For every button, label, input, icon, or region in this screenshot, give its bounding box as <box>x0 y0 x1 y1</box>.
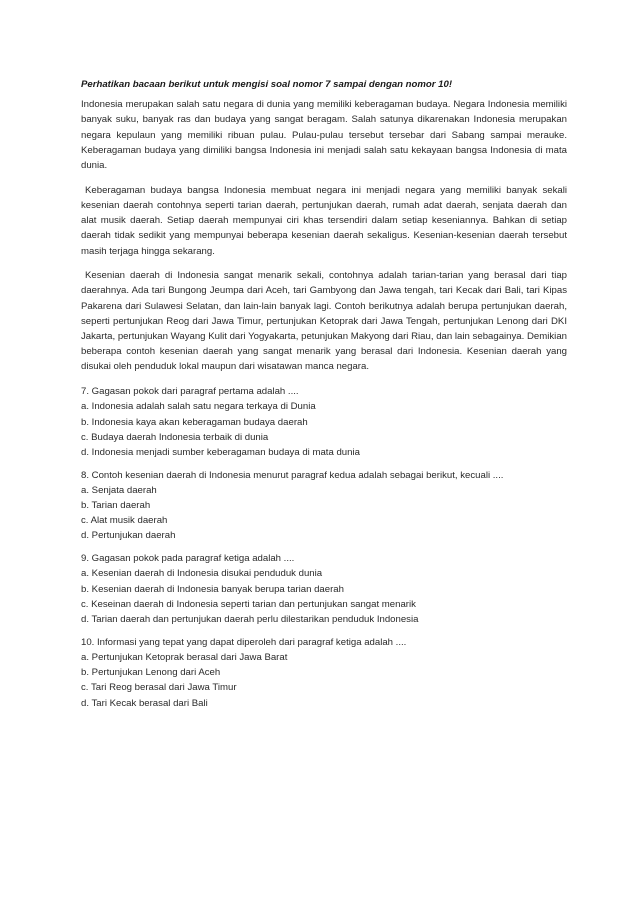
question-text: 10. Informasi yang tepat yang dapat diperoleh dari paragraf ketiga adalah .... <box>81 636 407 648</box>
question-8 <box>81 468 567 544</box>
option-d: d. Pertunjukan daerah <box>81 530 176 542</box>
option-c: c. Tari Reog berasal dari Jawa Timur <box>81 682 237 694</box>
option-c: c. Budaya daerah Indonesia terbaik di dunia <box>81 431 269 443</box>
option-b: b. Tarian daerah <box>81 500 151 512</box>
question-7 <box>81 384 567 460</box>
option-c: c. Keseinan daerah di Indonesia seperti tarian dan pertunjukan sangat menarik <box>81 598 416 610</box>
question-9 <box>81 551 567 627</box>
option-d: d. Tari Kecak berasal dari Bali <box>81 697 208 709</box>
option-c: c. Alat musik daerah <box>81 515 168 527</box>
option-b: b. Indonesia kaya akan keberagaman budaya daerah <box>81 416 308 428</box>
reading-paragraph-1: Indonesia merupakan salah satu negara di dunia yang memiliki keberagaman budaya. Negara Indonesia memiliki banyak suku, banyak ras dan budaya yang sangat beragam. Salah satunya dikarenakan Indonesia merupakan negara kepulaun yang memiliki ribuan pulau. Pulau-pulau tersebut tersebar dari Sabang sampai merauke. Keberagaman budaya yang dimiliki bangsa Indonesia ini menjadi salah satu kekayaan bangsa Indonesia di mata dunia. <box>81 99 567 172</box>
option-a: a. Pertunjukan Ketoprak berasal dari Jawa Barat <box>81 651 288 663</box>
question-text: 7. Gagasan pokok dari paragraf pertama adalah .... <box>81 386 299 398</box>
option-a: a. Kesenian daerah di Indonesia disukai penduduk dunia <box>81 568 323 580</box>
reading-paragraph-2: Keberagaman budaya bangsa Indonesia membuat negara ini menjadi negara yang memiliki banyak sekali kesenian daerah contohnya seperti tarian daerah, pertunjukan daerah, rumah adat daerah, senjata daerah dan alat musik daerah. Setiap daerah mempunyai ciri khas tersendiri dalam setiap keseniannya. Bahkan di setiap daerah tidak sedikit yang mempunyai beberapa kesenian daerah sekaligus. Kesenian-kesenian daerah tersebut masih terjaga hingga sekarang. <box>81 184 567 257</box>
question-text: 9. Gagasan pokok pada paragraf ketiga adalah .... <box>81 553 295 565</box>
option-b: b. Kesenian daerah di Indonesia banyak berupa tarian daerah <box>81 583 344 595</box>
option-a: a. Senjata daerah <box>81 484 157 496</box>
reading-paragraph-3: Kesenian daerah di Indonesia sangat menarik sekali, contohnya adalah tarian-tarian yang berasal dari tiap daerahnya. Ada tari Bungong Jeumpa dari Aceh, tari Gambyong dan Jawa tengah, tari Kecak dari Bali, tari Kipas Pakarena dari Sulawesi Selatan, dan lain-lain banyak lagi. Contoh berikutnya adalah berupa pertunjukan daerah, seperti pertunjukan Reog dari Jawa Timur, pertunjukan Ketoprak dari Jawa Tengah, pertunjukan Lenong dari DKI Jakarta, pertunjukan Wayang Kulit dari Yogyakarta, petunjukan Makyong dari Riau, dan lain sebagainya. Demikian beberapa contoh kesenian daerah yang sangat menarik yang berasal dari Indonesia. Kesenian daerah yang disukai oleh penduduk lokal maupun dari wisatawan manca negara. <box>81 270 567 373</box>
question-text: 8. Contoh kesenian daerah di Indonesia menurut paragraf kedua adalah sebagai berikut, kecuali .... <box>81 469 504 481</box>
question-10 <box>81 635 567 711</box>
document-page <box>81 77 567 718</box>
option-a: a. Indonesia adalah salah satu negara terkaya di Dunia <box>81 401 316 413</box>
option-b: b. Pertunjukan Lenong dari Aceh <box>81 667 221 679</box>
option-d: d. Indonesia menjadi sumber keberagaman budaya di mata dunia <box>81 446 360 458</box>
option-d: d. Tarian daerah dan pertunjukan daerah perlu dilestarikan penduduk Indonesia <box>81 614 419 625</box>
instruction-heading: Perhatikan bacaan berikut untuk mengisi soal nomor 7 sampai dengan nomor 10! <box>81 79 453 90</box>
